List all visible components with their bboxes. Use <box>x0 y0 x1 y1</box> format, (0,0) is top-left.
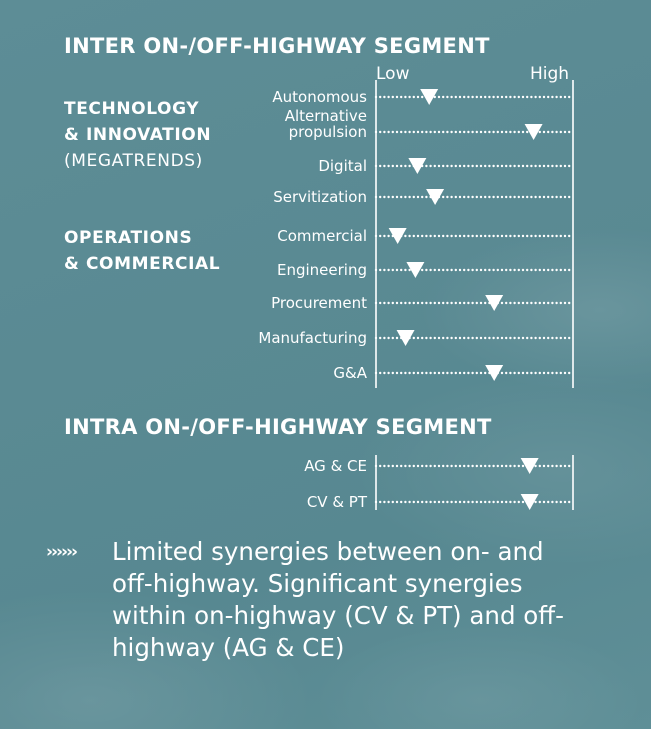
technology-group-line2: & INNOVATION <box>64 125 212 145</box>
operations-group-line2: & COMMERCIAL <box>64 254 221 274</box>
summary-text: Limited synergies between on- and off-highway. Significant synergies within on-highway (CV & PT) and off-highway (AG & CE) <box>112 537 564 662</box>
technology-group-line3: (MEGATRENDS) <box>64 151 203 171</box>
row-label: Commercial <box>277 227 367 245</box>
marker-triangle <box>485 295 503 311</box>
marker-triangle <box>389 228 407 244</box>
technology-group-line1: TECHNOLOGY <box>64 99 200 119</box>
row-label: Manufacturing <box>258 329 367 347</box>
inter-segment-heading: INTER ON-/OFF-HIGHWAY SEGMENT <box>64 34 490 58</box>
row-label: AG & CE <box>304 457 367 475</box>
row-label: G&A <box>333 364 367 382</box>
row-label: Procurement <box>271 294 367 312</box>
row-label: Engineering <box>277 261 367 279</box>
marker-triangle <box>426 189 444 205</box>
row-label: Digital <box>318 157 367 175</box>
row-label: Servitization <box>273 188 367 206</box>
row-label: Autonomous <box>272 88 367 106</box>
marker-triangle <box>485 365 503 381</box>
row-label: CV & PT <box>306 493 367 511</box>
intra-segment-heading: INTRA ON-/OFF-HIGHWAY SEGMENT <box>64 415 492 439</box>
operations-group-line1: OPERATIONS <box>64 228 193 248</box>
scale-low-label: Low <box>376 64 410 84</box>
marker-triangle <box>408 158 426 174</box>
scale-high-label: High <box>530 64 570 84</box>
double-chevron-icon: ›››››› <box>46 542 77 562</box>
row-label: Alternative propulsion <box>284 107 367 141</box>
marker-triangle <box>397 330 415 346</box>
